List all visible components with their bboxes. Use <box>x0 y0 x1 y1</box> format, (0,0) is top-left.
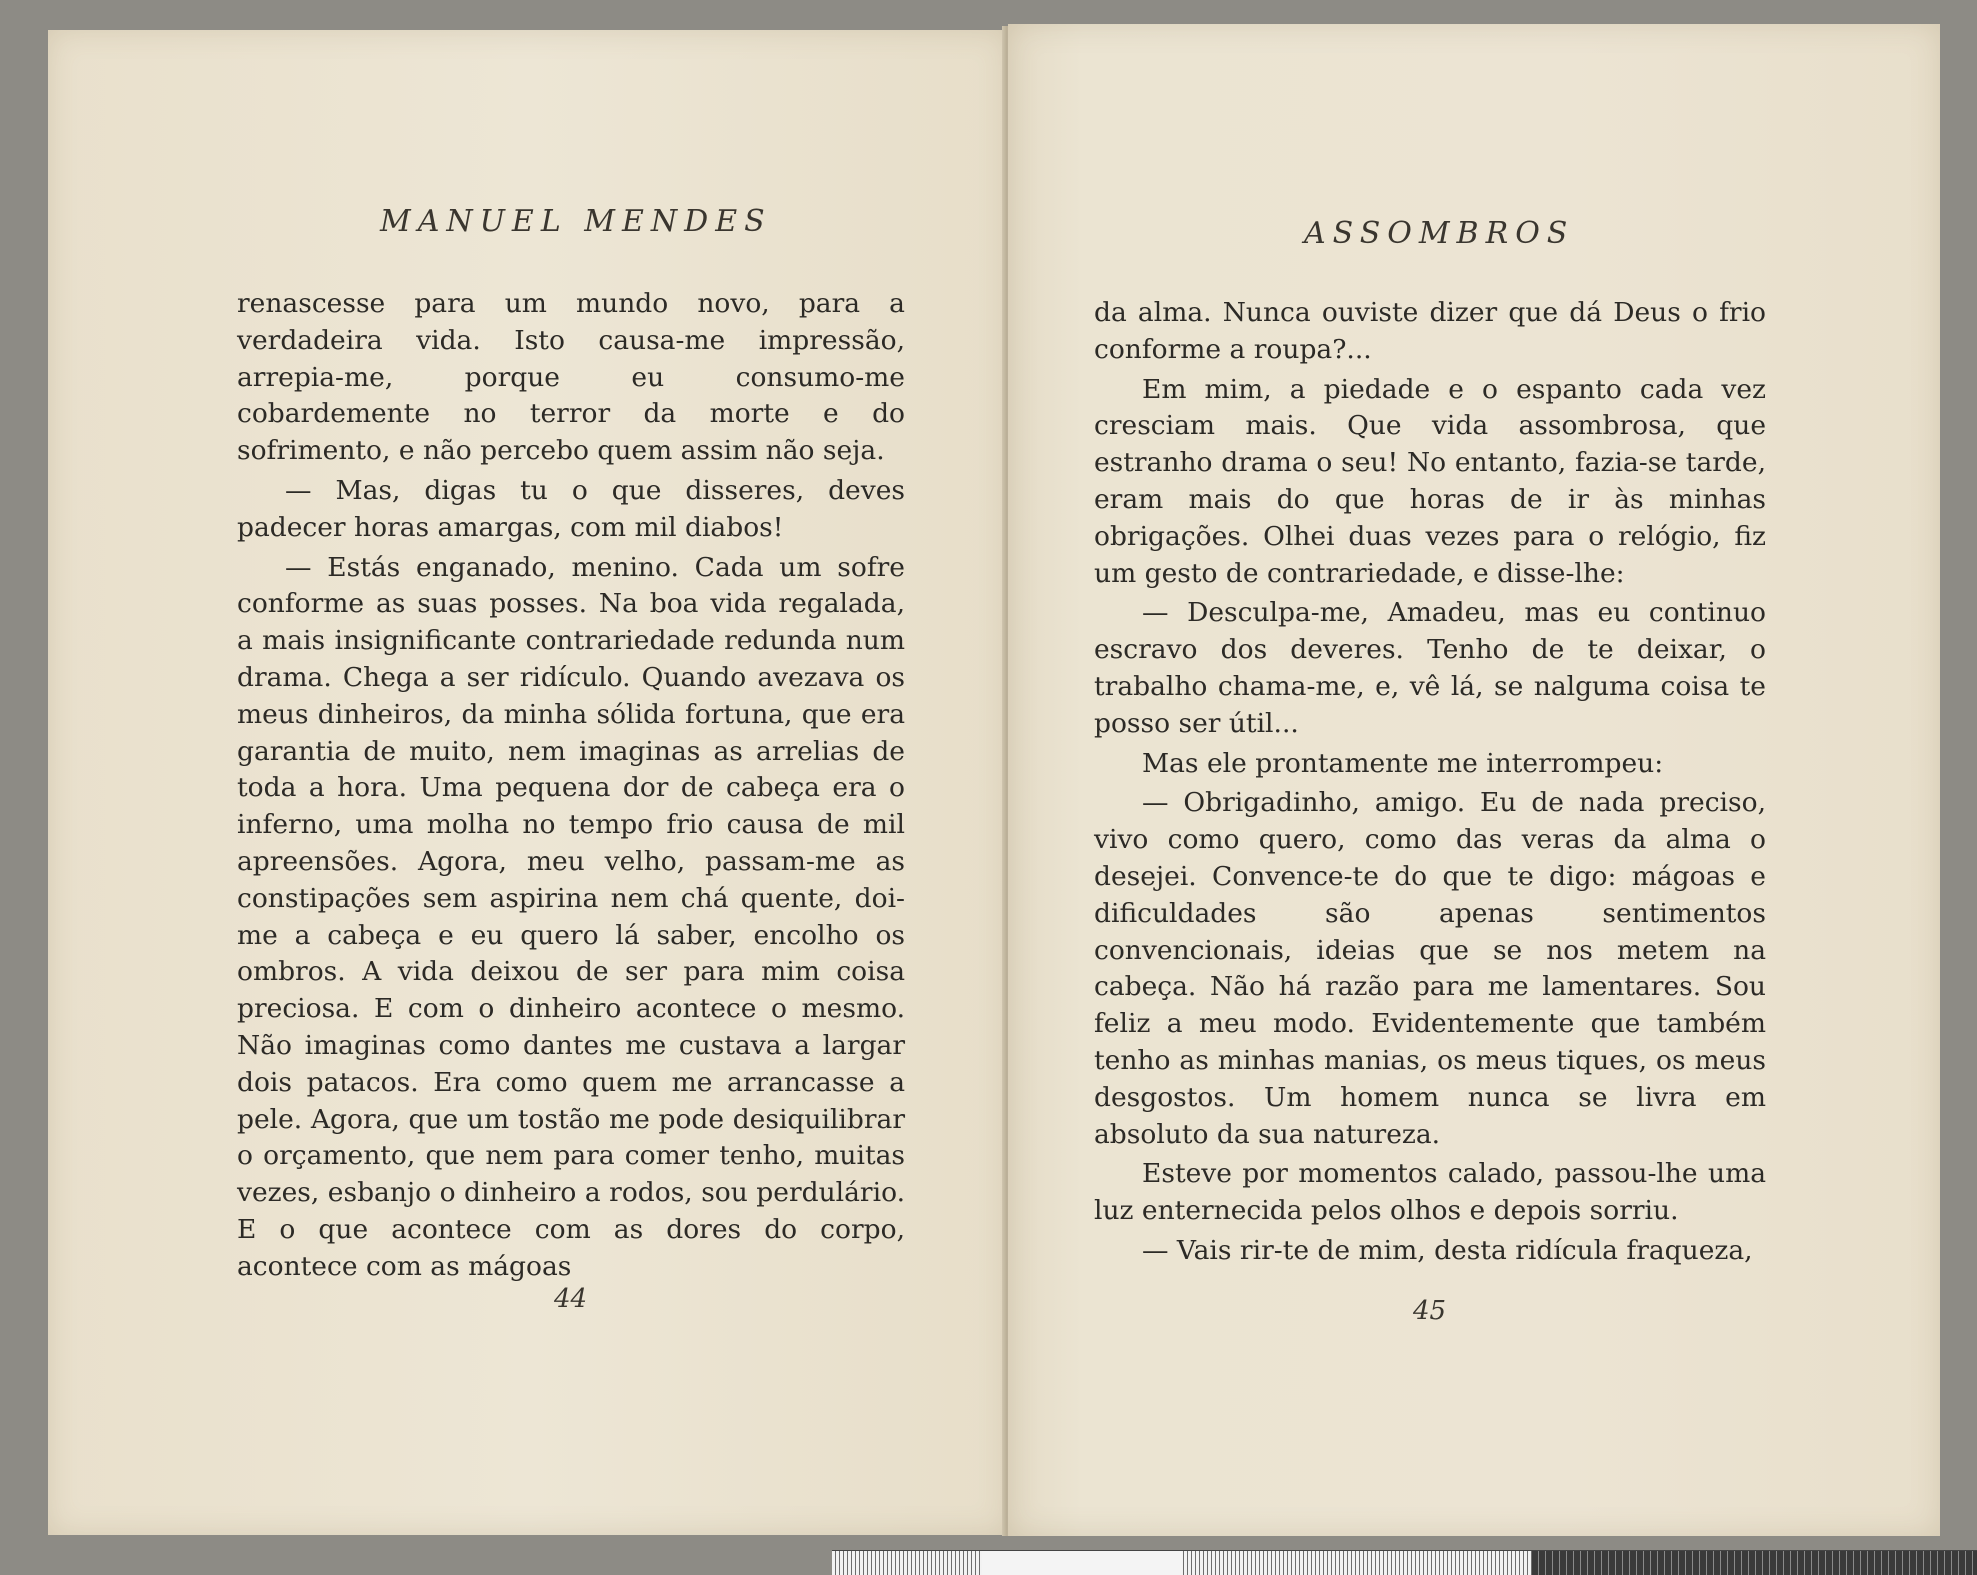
color-scale-bar <box>832 1550 1977 1575</box>
left-page-number: 44 <box>554 1284 588 1314</box>
scale-bar-dark-segment <box>1532 1551 1977 1575</box>
paragraph: — Obrigadinho, amigo. Eu de nada preciso, vivo como quero, como das veras da alma o desejei. Convence-te do que te digo: mágoas e dificuldades são apenas sentimentos convencionais, ideias que se nos metem na cabeça. Não há razão para me lamentares. Sou feliz a meu modo. Evidentemente que também tenho as minhas manias, os meus tiques, os meus desgostos. Um homem nunca se livra em absoluto da sua natureza. <box>1094 787 1766 1150</box>
right-page-number: 45 <box>1413 1296 1447 1326</box>
paragraph: Em mim, a piedade e o espanto cada vez cresciam mais. Que vida assombrosa, que estranho drama o seu! No entanto, fazia-se tarde, eram mais do que horas de ir às minhas obrigações. Olhei duas vezes para o relógio, fiz um gesto de contrariedade, e disse-lhe: <box>1094 373 1766 589</box>
paragraph: Esteve por momentos calado, passou-lhe uma luz enternecida pelos olhos e depois sorriu. <box>1094 1158 1766 1227</box>
paragraph: renascesse para um mundo novo, para a verdadeira vida. Isto causa-me impressão, arrepia-me, porque eu consumo-me cobardemente no terror da morte e do sofrimento, e não percebo quem assim não seja. <box>237 288 905 467</box>
left-running-head: MANUEL MENDES <box>380 204 772 239</box>
paragraph: — Mas, digas tu o que disseres, deves padecer horas amargas, com mil diabos! <box>237 474 905 543</box>
right-running-head: ASSOMBROS <box>1304 216 1575 251</box>
paragraph: — Desculpa-me, Amadeu, mas eu continuo escravo dos deveres. Tenho de te deixar, o trabalho chama-me, e, vê lá, se nalguma coisa te posso ser útil... <box>1094 597 1766 739</box>
left-page-text <box>237 286 905 1289</box>
paragraph: Mas ele prontamente me interrompeu: <box>1142 747 1664 779</box>
right-page-text <box>1094 295 1766 1273</box>
paragraph: — Estás enganado, menino. Cada um sofre conforme as suas posses. Na boa vida regalada, a mais insignificante contrariedade redunda num drama. Chega a ser ridículo. Quando avezava os meus dinheiros, da minha sólida fortuna, que era garantia de muito, nem imaginas as arrelias de toda a hora. Uma pequena dor de cabeça era o inferno, uma molha no tempo frio causa de mil apreensões. Agora, meu velho, passam-me as constipações sem aspirina nem chá quente, doi-me a cabeça e eu quero lá saber, encolho os ombros. A vida deixou de ser para mim coisa preciosa. E com o dinheiro acontece o mesmo. Não imaginas como dantes me custava a largar dois patacos. Era como quem me arrancasse a pele. Agora, que um tostão me pode desiquilibrar o orçamento, que nem para comer tenho, muitas vezes, esbanjo o dinheiro a rodos, sou perdulário. E o que acontece com as dores do corpo, acontece com as mágoas <box>237 551 905 1282</box>
paragraph: — Vais rir-te de mim, desta ridícula fraqueza, <box>1142 1234 1753 1266</box>
scale-bar-white-segment <box>982 1551 1182 1575</box>
paragraph: da alma. Nunca ouviste dizer que dá Deus o frio conforme a roupa?... <box>1094 297 1766 365</box>
